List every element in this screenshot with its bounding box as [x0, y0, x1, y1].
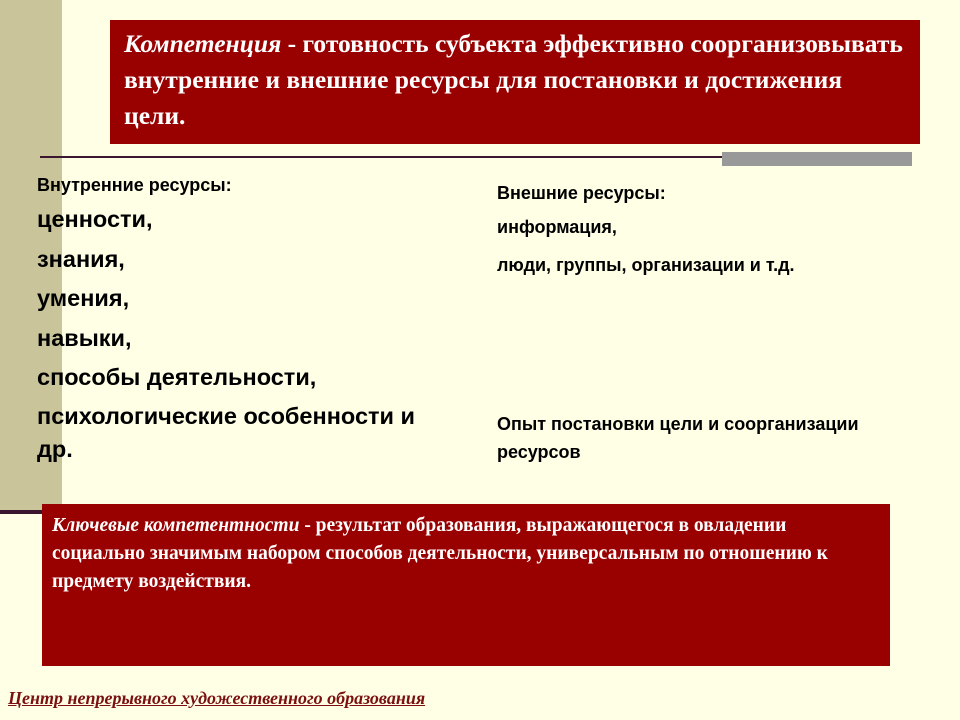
key-competencies-box — [42, 504, 890, 666]
internal-item: психологические особенности и др. — [37, 402, 415, 462]
definition-box — [110, 20, 920, 144]
experience-text: Опыт постановки цели и соорганизации ресурсов — [497, 414, 859, 462]
internal-heading: Внутренние ресурсы: — [37, 175, 232, 195]
external-heading: Внешние ресурсы: — [497, 183, 666, 203]
definition-term: Компетенция — [124, 29, 282, 58]
internal-resources — [37, 170, 457, 466]
footer-caption: Центр непрерывного художественного образования — [8, 688, 426, 708]
external-item: люди, группы, организации и т.д. — [497, 255, 795, 275]
internal-item: способы деятельности, — [37, 364, 317, 390]
internal-item: навыки, — [37, 324, 132, 351]
external-item: информация, — [497, 217, 617, 237]
key-term: Ключевые компетентности — [52, 515, 300, 536]
gray-accent-bar — [722, 152, 912, 166]
key-text: - результат образования, выражающегося в овладении социально значимым набором способов деятельности, универсальным по отношению к предмету воздействия. — [52, 515, 828, 592]
internal-item: умения, — [37, 285, 130, 311]
definition-text: - готовность субъекта эффективно соорганизовывать внутренние и внешние ресурсы для постановки и достижения цели. — [124, 29, 903, 130]
internal-item: знания, — [37, 245, 125, 272]
external-resources — [497, 178, 897, 278]
internal-item: ценности, — [37, 206, 153, 232]
